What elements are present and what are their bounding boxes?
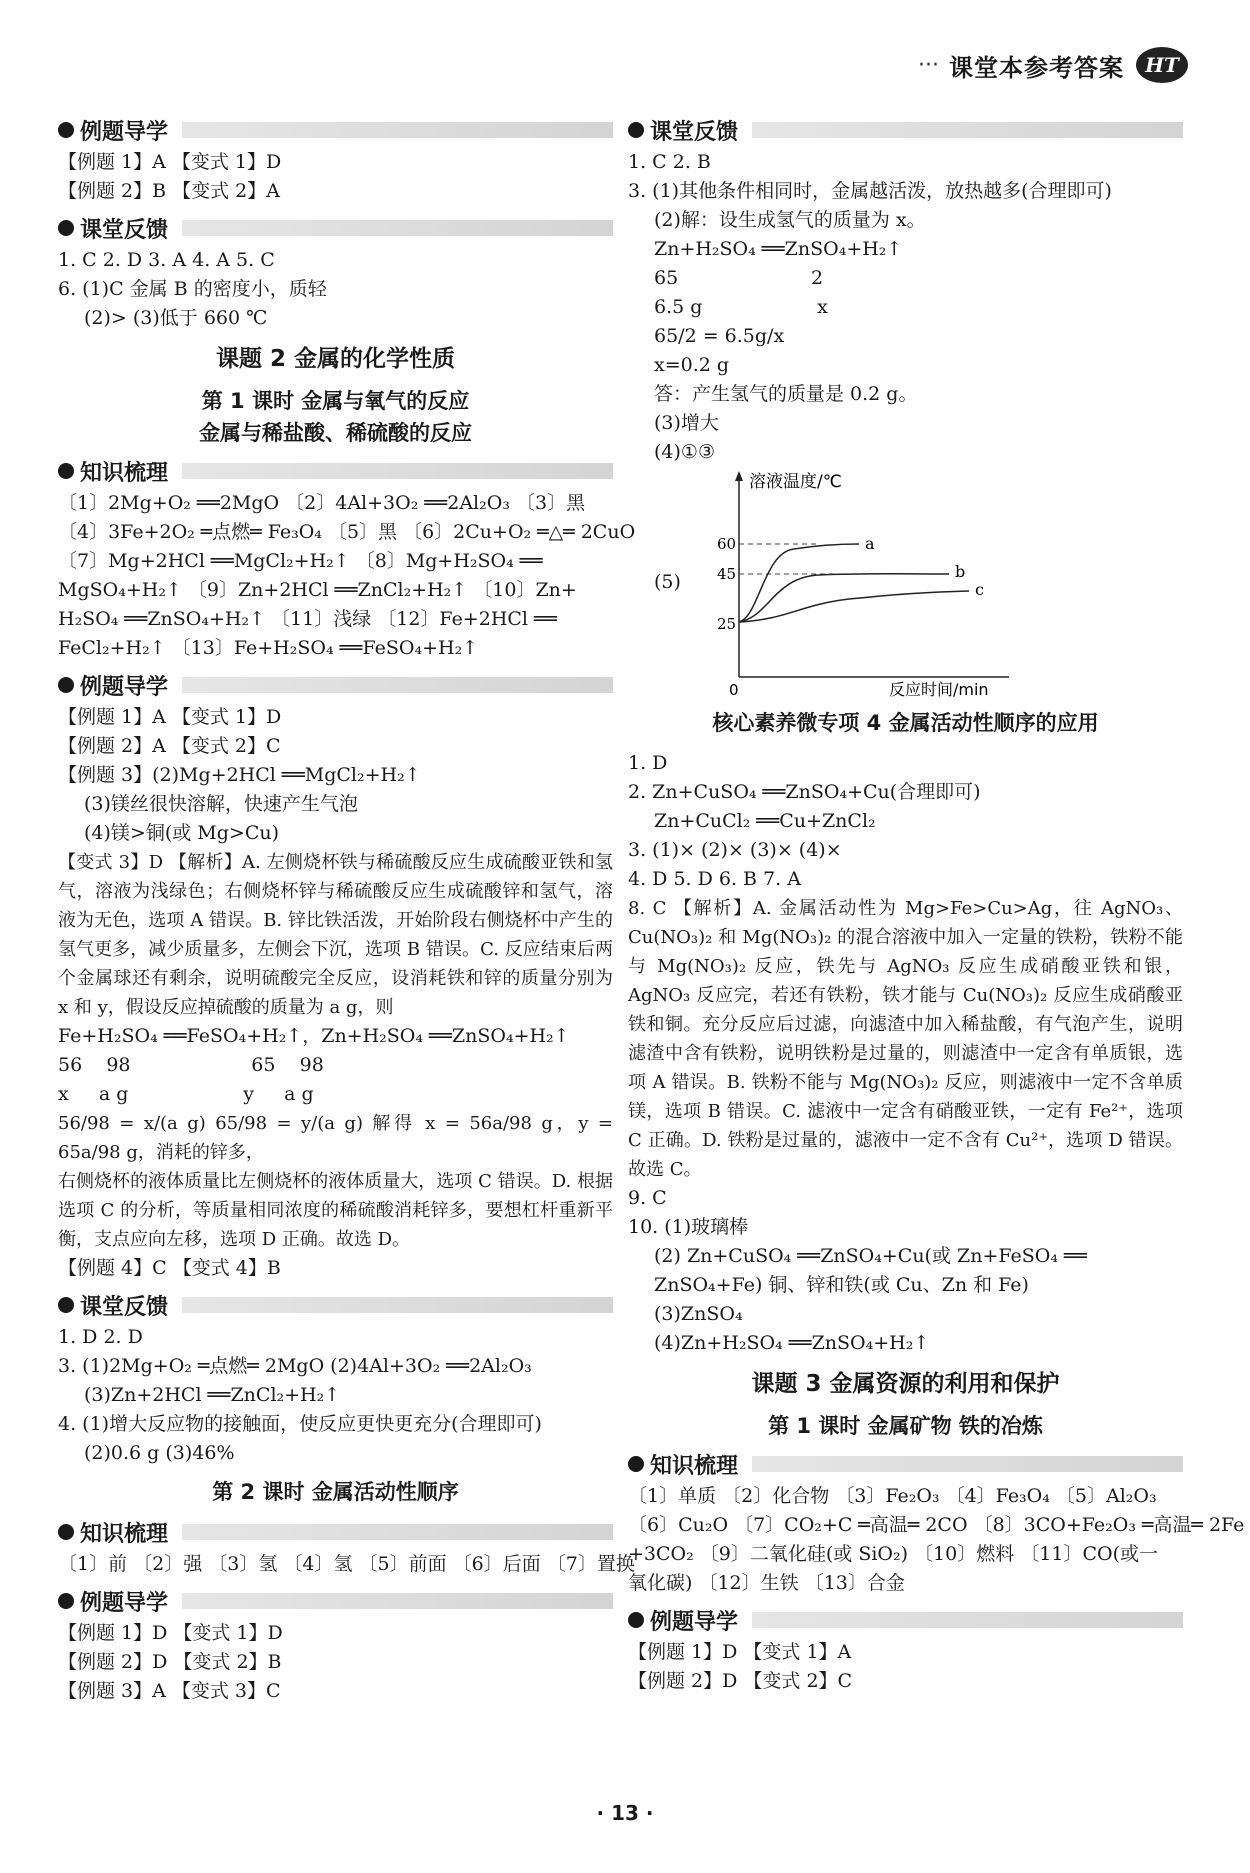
bullet-icon xyxy=(58,220,74,236)
equation-line: Zn+H₂SO₄ ══ZnSO₄+H₂↑ xyxy=(654,238,903,260)
section-header xyxy=(58,114,613,146)
answer-line: (4)Zn+H₂SO₄ ══ZnSO₄+H₂↑ xyxy=(654,1332,930,1354)
bullet-icon xyxy=(628,122,644,138)
answer-line: 【例题 2】B 【变式 2】A xyxy=(58,180,280,202)
temperature-graph xyxy=(699,467,1029,697)
answer-line: (2)> (3)低于 660 ℃ xyxy=(84,307,268,329)
answer-line: (2)解：设生成氢气的质量为 x。 xyxy=(654,209,926,231)
section-title: 课堂反馈 xyxy=(80,217,169,243)
equation-line: 65 2 xyxy=(654,267,824,289)
answer-line: 【例题 1】D 【变式 1】A xyxy=(628,1641,852,1663)
graph-question-label: (5) xyxy=(654,570,681,593)
equation-line: x=0.2 g xyxy=(654,354,730,376)
answer-line: (3)ZnSO₄ xyxy=(654,1303,743,1325)
bullet-icon xyxy=(58,677,74,693)
curve-c xyxy=(739,591,969,622)
answer-line: 6. (1)C 金属 B 的密度小，质轻 xyxy=(58,278,327,300)
section-title: 知识梳理 xyxy=(80,460,169,486)
x-axis-label: 反应时间/min xyxy=(888,680,989,697)
answer-line: 3. (1)其他条件相同时，金属越活泼，放热越多(合理即可) xyxy=(628,180,1112,202)
y-axis-label: 溶液温度/℃ xyxy=(748,472,842,492)
section-header xyxy=(58,669,613,701)
y-tick-45: 45 xyxy=(716,565,737,583)
answer-line: (3)镁丝很快溶解，快速产生气泡 xyxy=(84,793,358,815)
bullet-icon xyxy=(58,1593,74,1609)
answer-line: 【例题 1】D 【变式 1】D xyxy=(58,1622,283,1644)
equation-line: 56 98 65 98 xyxy=(58,1054,324,1076)
curve-b-label: b xyxy=(954,562,966,581)
answer-line: 1. D xyxy=(628,752,668,774)
answer-line: 1. D 2. D xyxy=(58,1326,143,1348)
right-column xyxy=(628,108,1245,1696)
answer-line: (3)Zn+2HCl ══ZnCl₂+H₂↑ xyxy=(84,1384,341,1406)
curve-b xyxy=(739,574,949,622)
bullet-icon xyxy=(58,122,74,138)
bullet-icon xyxy=(58,1524,74,1540)
answer-line: 〔1〕2Mg+O₂ ══2MgO 〔2〕4Al+3O₂ ══2Al₂O₃ 〔3〕黑 xyxy=(58,492,586,514)
section-bar xyxy=(752,1456,1183,1472)
section-header xyxy=(58,455,613,487)
answer-line: 【例题 2】A 【变式 2】C xyxy=(58,735,281,757)
equation-line: 6.5 g x xyxy=(654,296,828,318)
answer-line: H₂SO₄ ══ZnSO₄+H₂↑ 〔11〕浅绿 〔12〕Fe+2HCl ══ xyxy=(58,608,557,630)
answer-line: 氧化碳) 〔12〕生铁 〔13〕合金 xyxy=(628,1572,905,1594)
section-bar xyxy=(182,463,613,479)
section-bar xyxy=(752,122,1183,138)
page-number: · 13 · xyxy=(596,1801,654,1825)
answer-line: 1. C 2. D 3. A 4. A 5. C xyxy=(58,249,275,271)
section-title: 课堂反馈 xyxy=(80,1294,169,1320)
answer-line: 答：产生氢气的质量是 0.2 g。 xyxy=(654,383,918,405)
section-bar xyxy=(182,1524,613,1540)
answer-line: 10. (1)玻璃棒 xyxy=(628,1216,749,1238)
answer-line: (3)增大 xyxy=(654,412,719,434)
section-bar xyxy=(182,677,613,693)
header-title: 课堂本参考答案 xyxy=(949,53,1124,82)
answer-line: (4)镁>铜(或 Mg>Cu) xyxy=(84,822,280,844)
lesson-title: 核心素养微专项 4 金属活动性顺序的应用 xyxy=(712,711,1099,735)
answer-line: 1. C 2. B xyxy=(628,151,711,173)
equation-line: x a g y a g xyxy=(58,1083,314,1105)
page-header xyxy=(918,40,1190,90)
analysis-paragraph: 8. C 【解析】A. 金属活动性为 Mg>Fe>Cu>Ag，往 AgNO₃、Cu(NO₃)₂ 和 Mg(NO₃)₂ 的混合溶液中加入一定量的铁粉，铁粉不能与 Mg(NO₃)₂ 反应，铁先与 AgNO₃ 反应生成硝酸亚铁和银，AgNO₃ 反应完，若还有铁粉，铁才能与 Cu(NO₃)₂ 反应生成硝酸亚铁和铜。充分反应后过滤，向滤渣中加入稀盐酸，有气泡产生，说明滤渣中含有铁粉，说明铁粉是过量的，则滤渣中一定含有单质银，选项 A 错误。B. 铁粉不能与 Mg(NO₃)₂ 反应，则滤液中一定不含单质镁，选项 B 错误。C. 滤液中一定含有硝酸亚铁，一定有 Fe²⁺，选项 C 正确。D. 铁粉是过量的，滤液中一定不含有 Cu²⁺，选项 D 错误。故选 C。 xyxy=(628,898,1183,1180)
y-tick-25: 25 xyxy=(716,615,737,633)
y-tick-60: 60 xyxy=(716,535,737,553)
section-title: 知识梳理 xyxy=(650,1453,739,1479)
section-header xyxy=(58,1585,613,1617)
answer-line: (2)0.6 g (3)46% xyxy=(84,1442,235,1464)
answer-line: (2) Zn+CuSO₄ ══ZnSO₄+Cu(或 Zn+FeSO₄ ══ xyxy=(654,1245,1087,1267)
brand-logo-icon xyxy=(1134,45,1190,85)
equation-line: 65/2 = 6.5g/x xyxy=(654,325,785,347)
section-header xyxy=(58,212,613,244)
bullet-icon xyxy=(58,1297,74,1313)
answer-line: 4. (1)增大反应物的接触面，使反应更快更充分(合理即可) xyxy=(58,1413,542,1435)
analysis-paragraph: 【变式 3】D 【解析】A. 左侧烧杯铁与稀硫酸反应生成硫酸亚铁和氢气，溶液为浅绿色；右侧烧杯锌与稀硫酸反应生成硫酸锌和氢气，溶液为无色，选项 A 错误。B. 锌比铁活泼，开始阶段右侧烧杯中产生的氢气更多，减少质量多，左侧会下沉，选项 B 错误。C. 反应结束后两个金属球还有剩余，说明硫酸完全反应，设消耗铁和锌的质量分别为 x 和 y，假设反应掉硫酸的质量为 a g，则 xyxy=(58,852,613,1018)
section-header xyxy=(58,1289,613,1321)
lesson-title: 课题 2 金属的化学性质 xyxy=(215,346,456,372)
header-dots: ··· xyxy=(918,52,939,78)
bullet-icon xyxy=(628,1612,644,1628)
period-title: 第 1 课时 金属矿物 铁的冶炼 xyxy=(768,1414,1043,1438)
answer-line: (4)①③ xyxy=(654,441,715,463)
bullet-icon xyxy=(58,463,74,479)
answer-line: 〔1〕前 〔2〕强 〔3〕氢 〔4〕氢 〔5〕前面 〔6〕后面 〔7〕置换 xyxy=(58,1553,635,1575)
section-title: 例题导学 xyxy=(80,119,169,145)
section-title: 课堂反馈 xyxy=(650,119,739,145)
answer-line: 【例题 4】C 【变式 4】B xyxy=(58,1257,281,1279)
graph-row xyxy=(628,467,1183,697)
section-title: 例题导学 xyxy=(80,674,169,700)
answer-line: 2. Zn+CuSO₄ ══ZnSO₄+Cu(合理即可) xyxy=(628,781,981,803)
equation-line: Fe+H₂SO₄ ══FeSO₄+H₂↑，Zn+H₂SO₄ ══ZnSO₄+H₂↑ xyxy=(58,1025,570,1047)
answer-line: 〔7〕Mg+2HCl ══MgCl₂+H₂↑ 〔8〕Mg+H₂SO₄ ══ xyxy=(58,550,543,572)
period-subtitle: 金属与稀盐酸、稀硫酸的反应 xyxy=(199,421,472,445)
answer-line: 〔1〕单质 〔2〕化合物 〔3〕Fe₂O₃ 〔4〕Fe₃O₄ 〔5〕Al₂O₃ xyxy=(628,1485,1157,1507)
bullet-icon xyxy=(628,1456,644,1472)
answer-line: 【例题 1】A 【变式 1】D xyxy=(58,706,282,728)
section-bar xyxy=(752,1612,1183,1628)
answer-line: 【例题 3】A 【变式 3】C xyxy=(58,1680,281,1702)
y-axis-arrow-icon xyxy=(735,471,743,481)
section-title: 例题导学 xyxy=(80,1590,169,1616)
logo-text: HT xyxy=(1145,53,1179,77)
answer-line: 3. (1)2Mg+O₂ ═点燃═ 2MgO (2)4Al+3O₂ ══2Al₂O₃ xyxy=(58,1355,532,1377)
answer-line: FeCl₂+H₂↑ 〔13〕Fe+H₂SO₄ ══FeSO₄+H₂↑ xyxy=(58,637,479,659)
answer-line: Zn+CuCl₂ ══Cu+ZnCl₂ xyxy=(654,810,876,832)
equation-line: 56/98 = x/(a g) 65/98 = y/(a g) 解得 x = 56a/98 g，y = 65a/98 g，消耗的锌多， xyxy=(58,1113,613,1163)
section-header xyxy=(628,1604,1183,1636)
answer-line: 【例题 2】D 【变式 2】C xyxy=(628,1670,853,1692)
section-title: 知识梳理 xyxy=(80,1521,169,1547)
section-header xyxy=(628,114,1183,146)
answer-line: 9. C xyxy=(628,1187,667,1209)
section-header xyxy=(58,1516,613,1548)
section-title: 例题导学 xyxy=(650,1609,739,1635)
left-column xyxy=(58,108,636,1706)
origin-label: 0 xyxy=(728,681,739,697)
answer-line: 〔6〕Cu₂O 〔7〕CO₂+C ═高温═ 2CO 〔8〕3CO+Fe₂O₃ ═高温═ 2Fe xyxy=(628,1514,1245,1536)
answer-line: 【例题 1】A 【变式 1】D xyxy=(58,151,282,173)
section-bar xyxy=(182,1297,613,1313)
lesson-title: 课题 3 金属资源的利用和保护 xyxy=(751,1371,1060,1397)
answer-line: 〔4〕3Fe+2O₂ ═点燃═ Fe₃O₄ 〔5〕黑 〔6〕2Cu+O₂ ═△═ 2CuO xyxy=(58,521,636,543)
period-title: 第 2 课时 金属活动性顺序 xyxy=(212,1480,459,1504)
answer-line: 3. (1)× (2)× (3)× (4)× xyxy=(628,839,842,861)
answer-line: ZnSO₄+Fe) 铜、锌和铁(或 Cu、Zn 和 Fe) xyxy=(654,1274,1029,1296)
answer-line: 4. D 5. D 6. B 7. A xyxy=(628,868,801,890)
analysis-paragraph: 右侧烧杯的液体质量比左侧烧杯的液体质量大，选项 C 错误。D. 根据选项 C 的分析，等质量相同浓度的稀硫酸消耗锌多，要想杠杆重新平衡，支点应向左移，选项 D 正确。故选 D。 xyxy=(58,1171,613,1250)
answer-line: 【例题 3】(2)Mg+2HCl ══MgCl₂+H₂↑ xyxy=(58,764,421,786)
curve-a-label: a xyxy=(864,534,875,553)
period-title: 第 1 课时 金属与氧气的反应 xyxy=(201,389,470,413)
curve-c-label: c xyxy=(974,580,984,599)
answer-line: +3CO₂ 〔9〕二氧化硅(或 SiO₂) 〔10〕燃料 〔11〕CO(或一 xyxy=(628,1543,1158,1565)
section-header xyxy=(628,1448,1183,1480)
answer-line: 【例题 2】D 【变式 2】B xyxy=(58,1651,282,1673)
section-bar xyxy=(182,220,613,236)
answer-line: MgSO₄+H₂↑ 〔9〕Zn+2HCl ══ZnCl₂+H₂↑ 〔10〕Zn+ xyxy=(58,579,577,601)
section-bar xyxy=(182,1593,613,1609)
section-bar xyxy=(182,122,613,138)
